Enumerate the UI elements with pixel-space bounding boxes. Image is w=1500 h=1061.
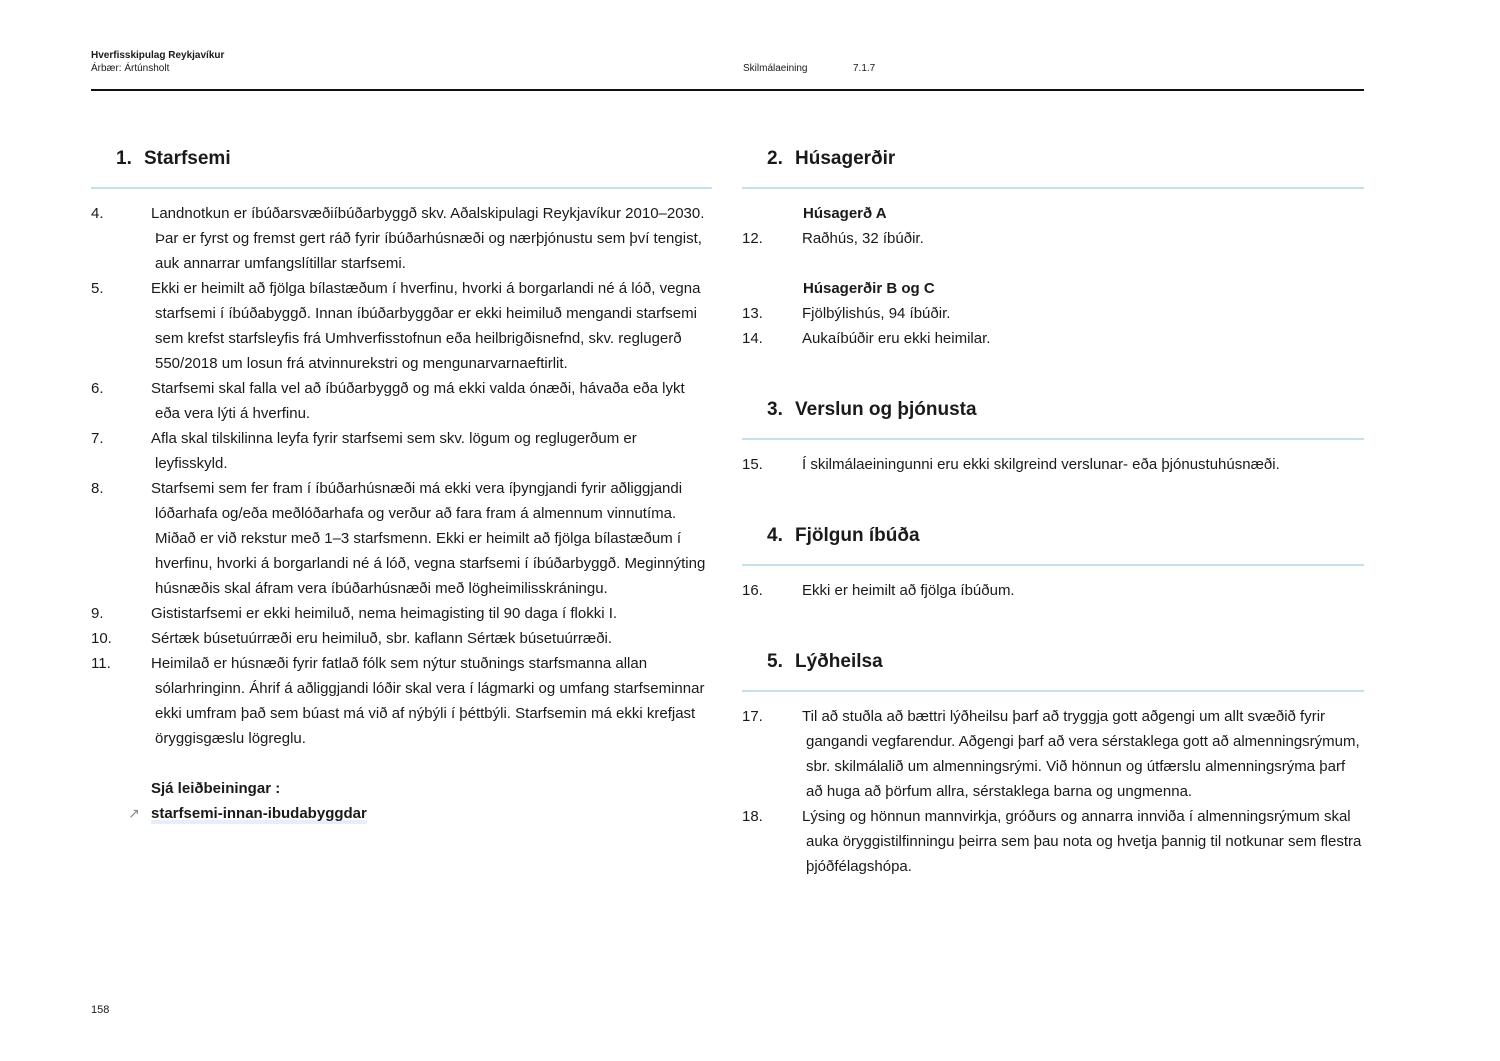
section-husagerdir: [742, 140, 1364, 351]
item-number: 9.: [91, 605, 104, 622]
building-type-heading: Húsagerðir B og C: [803, 280, 935, 297]
list-item: [91, 601, 712, 626]
item-text: Heimilað er húsnæði fyrir fatlað fólk sem nýtur stuðnings starfsmanna allan sólarhringinn. Áhrif á aðliggjandi lóðir skal vera í lágmarki og umfang starfseminnar ekki umfram það sem búast má við af nýbýli í þéttbýli. Starfsemin má ekki krefjast öryggisgæslu lögreglu.: [151, 655, 705, 747]
guidelines-link[interactable]: starfsemi-innan-ibudabyggdar: [151, 805, 367, 822]
item-text: Ekki er heimilt að fjölga íbúðum.: [802, 582, 1015, 599]
item-text: Starfsemi sem fer fram í íbúðarhúsnæði má ekki vera íþyngjandi fyrir aðliggjandi lóðarhafa og/eða meðlóðarhafa og verður að fara fram á almennum vinnutíma. Miðað er við rekstur með 1–3 starfsmenn. Ekki er heimilt að fjölga bílastæðum í hverfinu, hvorki á borgarlandi né á lóð, vegna starfsemi í íbúðarbyggð. Meginnýting húsnæðis skal áfram vera íbúðarhúsnæði með lögheimilisskráningu.: [151, 480, 706, 597]
list-item: [742, 226, 1364, 251]
item-text: Landnotkun er íbúðarsvæðiíbúðarbyggð skv. Aðalskipulagi Reykjavíkur 2010–2030. Þar er fyrst og fremst gert ráð fyrir íbúðarhúsnæði og nærþjónustu sem því tengist, auk annarrar umfangslítillar starfsemi.: [151, 205, 705, 272]
item-text: Ekki er heimilt að fjölga bílastæðum í hverfinu, hvorki á borgarlandi né á lóð, vegna starfsemi í íbúðabyggð. Innan íbúðarbyggðar er ekki heimiluð mengandi starfsemi sem krefst starfsleyfis frá Umhverfisstofnun eða heilbrigðisnefnd, skv. reglugerð 550/2018 um losun frá atvinnurekstri og mengunarvarnaeftirlit.: [151, 280, 701, 372]
item-number: 11.: [91, 655, 111, 672]
section-number: 1.: [116, 148, 132, 169]
item-text: Starfsemi skal falla vel að íbúðarbyggð og má ekki valda ónæði, hávaða eða lykt eða vera lýti á hverfinu.: [151, 380, 685, 422]
section-title: Starfsemi: [144, 148, 231, 169]
item-text: Gististarfsemi er ekki heimiluð, nema heimagisting til 90 daga í flokki I.: [151, 605, 618, 622]
item-number: 13.: [742, 305, 763, 322]
list-item: [91, 426, 712, 476]
document-title: Hverfisskipulag Reykjavíkur: [91, 50, 225, 61]
item-number: 5.: [91, 280, 104, 297]
left-column: [91, 140, 712, 826]
section-heading: [742, 140, 1364, 189]
header-divider: [91, 89, 1364, 91]
section-heading: [742, 517, 1364, 566]
item-text: Fjölbýlishús, 94 íbúðir.: [802, 305, 951, 322]
list-item: [742, 704, 1364, 804]
section-heading: [91, 140, 712, 189]
section-verslun-og-thjonusta: [742, 391, 1364, 477]
item-number: 8.: [91, 480, 104, 497]
item-number: 10.: [91, 630, 112, 647]
guidelines-label: Sjá leiðbeiningar :: [151, 780, 281, 797]
guidelines-link-row: [91, 801, 712, 826]
section-lydheilsa: [742, 643, 1364, 879]
section-starfsemi: [91, 140, 712, 826]
list-item: [742, 578, 1364, 603]
list-item: [742, 452, 1364, 477]
section-title: Lýðheilsa: [795, 651, 883, 672]
list-item: [91, 376, 712, 426]
item-text: Til að stuðla að bættri lýðheilsu þarf að tryggja gott aðgengi um allt svæðið fyrir gangandi vegfarendur. Aðgengi þarf að vera sérstaklega gott að almenningsrýmum, sbr. skilmálalið um almenningsrými. Við hönnun og útfærslu almenningsrýma þarf að huga að þörfum allra, sérstaklega barna og ungmenna.: [802, 708, 1360, 800]
item-text: Í skilmálaeiningunni eru ekki skilgreind verslunar- eða þjónustuhúsnæði.: [802, 456, 1280, 473]
list-item: [742, 326, 1364, 351]
item-text: Sértæk búsetuúrræði eru heimiluð, sbr. kaflann Sértæk búsetuúrræði.: [151, 630, 613, 647]
section-title: Húsagerðir: [795, 148, 896, 169]
item-text: Afla skal tilskilinna leyfa fyrir starfsemi sem skv. lögum og reglugerðum er leyfisskyld.: [151, 430, 637, 472]
list-item: [91, 626, 712, 651]
section-number: 3.: [767, 399, 783, 420]
item-number: 6.: [91, 380, 104, 397]
arrow-up-right-icon: ↗: [128, 805, 140, 821]
section-number: 5.: [767, 651, 783, 672]
item-number: 15.: [742, 456, 763, 473]
section-number: 4.: [767, 525, 783, 546]
item-text: Raðhús, 32 íbúðir.: [802, 230, 924, 247]
unit-label: Skilmálaeining: [743, 63, 808, 74]
section-heading: [742, 391, 1364, 440]
section-heading: [742, 643, 1364, 692]
section-fjolgun-ibuda: [742, 517, 1364, 603]
section-title: Verslun og þjónusta: [795, 399, 977, 420]
list-item: [742, 301, 1364, 326]
list-item: [91, 201, 712, 276]
item-number: 16.: [742, 582, 763, 599]
page-header: [91, 50, 1364, 90]
list-item: [91, 651, 712, 751]
item-number: 4.: [91, 205, 104, 222]
item-text: Aukaíbúðir eru ekki heimilar.: [802, 330, 991, 347]
item-number: 18.: [742, 808, 763, 825]
item-number: 12.: [742, 230, 763, 247]
list-item: [91, 276, 712, 376]
unit-code: 7.1.7: [853, 63, 876, 74]
right-column: [742, 140, 1364, 879]
list-item: [91, 476, 712, 601]
document-subtitle: Árbær: Ártúnsholt: [91, 63, 170, 74]
section-title: Fjölgun íbúða: [795, 525, 920, 546]
item-number: 7.: [91, 430, 104, 447]
item-number: 17.: [742, 708, 763, 725]
section-number: 2.: [767, 148, 783, 169]
item-number: 14.: [742, 330, 763, 347]
page-number: 158: [91, 1004, 110, 1016]
building-type-heading: Húsagerð A: [803, 205, 887, 222]
list-item: [742, 804, 1364, 879]
item-text: Lýsing og hönnun mannvirkja, gróðurs og annarra innviða í almenningsrýmum skal auka öryggistilfinningu þeirra sem þau nota og hvetja þannig til notkunar sem flestra þjóðfélagshópa.: [802, 808, 1362, 875]
